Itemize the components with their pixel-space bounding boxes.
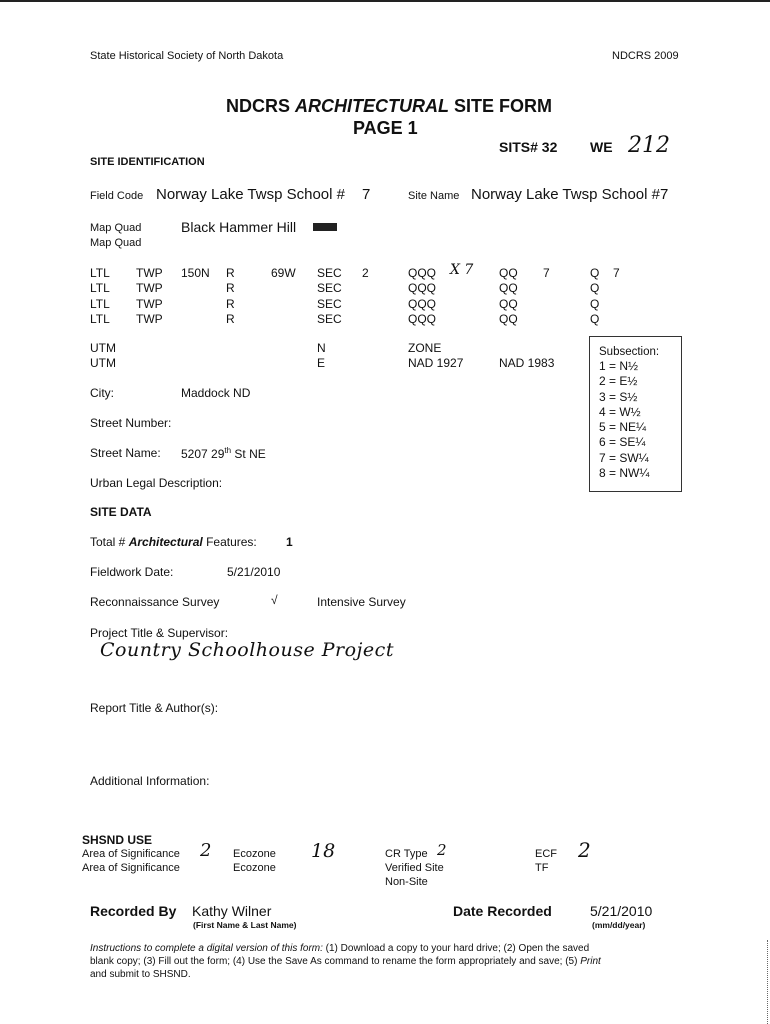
non-site-label: Non-Site	[385, 876, 428, 888]
ltl-row-1-ltl: LTL	[90, 266, 110, 280]
ltl-row-1-sec: SEC	[317, 266, 342, 280]
ltl-row-3-r: R	[226, 296, 235, 311]
verified-site-label: Verified Site	[385, 862, 444, 874]
scan-edge	[766, 940, 768, 1024]
section-shsnd-use: SHSND USE	[82, 833, 153, 847]
ltl-row-1-q: Q	[590, 266, 600, 280]
page-number: PAGE 1	[353, 118, 418, 138]
ecf-value: 2	[578, 838, 591, 862]
ltl-row-1-sec-val: 2	[362, 266, 369, 280]
instructions-line-2: blank copy; (3) Fill out the form; (4) Use the Save As command to rename the form appropriately and save; (5) Print	[90, 956, 601, 967]
ltl-row-2-r: R	[226, 281, 235, 296]
recorded-by-label: Recorded By	[90, 903, 177, 919]
date-recorded-label: Date Recorded	[453, 903, 552, 919]
utm-n-label: N	[317, 341, 326, 355]
ecozone-label-2: Ecozone	[233, 862, 276, 874]
tf-label: TF	[535, 862, 549, 874]
street-number-label: Street Number:	[90, 416, 172, 430]
field-code-number: 7	[362, 186, 371, 203]
ltl-row-2-qq: QQ	[499, 281, 518, 296]
reconnaissance-check: √	[271, 593, 278, 607]
ltl-row-2-q: Q	[590, 281, 600, 296]
utm-e-label: E	[317, 356, 326, 370]
field-code-label: Field Code	[90, 190, 144, 202]
section-site-data: SITE DATA	[90, 505, 152, 519]
ltl-row-4-qq: QQ	[499, 311, 518, 326]
recorded-by-hint: (First Name & Last Name)	[193, 920, 297, 930]
ltl-row-3-q: Q	[590, 296, 600, 311]
ltl-row-2-ltl: LTL	[90, 281, 110, 296]
ltl-row-3-qqq: QQQ	[408, 296, 437, 311]
street-name-label: Street Name:	[90, 446, 161, 460]
total-features-label: Total # Architectural Features:	[90, 535, 257, 549]
area-of-significance-label-2: Area of Significance	[82, 862, 180, 874]
ltl-row-3-qq: QQ	[499, 296, 518, 311]
instructions-line-1: Instructions to complete a digital version of this form: (1) Download a copy to your hard drive; (2) Open the saved	[90, 943, 590, 954]
ltl-row-4-q: Q	[590, 311, 600, 326]
ltl-row-3-twp: TWP	[136, 296, 163, 311]
we-value: 212	[628, 133, 670, 158]
subsection-item-3: 3 = S½	[599, 389, 638, 404]
nad1983-label: NAD 1983	[499, 356, 555, 370]
street-name-value: 5207 29th St NE	[181, 446, 266, 461]
city-label: City:	[90, 386, 114, 400]
subsection-list	[599, 359, 649, 481]
utm-label-1: UTM	[90, 341, 116, 355]
reconnaissance-survey-label: Reconnaissance Survey	[90, 595, 220, 609]
additional-info-label: Additional Information:	[90, 774, 210, 788]
city-value: Maddock ND	[181, 386, 251, 400]
form-code: NDCRS 2009	[612, 50, 679, 62]
ltl-row-1-qqq-val: X 7	[450, 262, 474, 278]
ltl-row-4-sec: SEC	[317, 311, 342, 326]
ltl-row-2-sec: SEC	[317, 281, 342, 296]
ltl-row-1-twp: TWP	[136, 266, 163, 280]
subsection-item-4: 4 = W½	[599, 404, 641, 419]
zone-label: ZONE	[408, 341, 442, 355]
site-name-label: Site Name	[408, 190, 460, 202]
subsection-item-7: 7 = SW¼	[599, 450, 649, 465]
map-quad-label-1: Map Quad	[90, 222, 142, 234]
ltl-row-1-qq-val: 7	[543, 266, 550, 280]
utm-label-2: UTM	[90, 356, 116, 370]
form-title: NDCRS ARCHITECTURAL SITE FORM	[226, 96, 552, 116]
date-recorded-value: 5/21/2010	[590, 903, 653, 919]
cr-type-label: CR Type	[385, 848, 428, 860]
map-quad-value: Black Hammer Hill	[181, 219, 297, 235]
ecozone-label-1: Ecozone	[233, 848, 276, 860]
instructions-line-3: and submit to SHSND.	[90, 969, 191, 980]
subsection-item-8: 8 = NW¼	[599, 466, 650, 481]
project-title-value: Country Schoolhouse Project	[100, 639, 394, 661]
ltl-row-3-ltl: LTL	[90, 296, 110, 311]
ltl-row-1-qq: QQ	[499, 266, 518, 280]
intensive-survey-label: Intensive Survey	[317, 595, 406, 609]
nad1927-label: NAD 1927	[408, 356, 464, 370]
recorded-by-value: Kathy Wilner	[192, 903, 272, 919]
area-of-significance-label-1: Area of Significance	[82, 848, 180, 860]
ltl-row-1-q-val: 7	[613, 266, 620, 280]
ltl-row-4-ltl: LTL	[90, 311, 110, 326]
fieldwork-date-label: Fieldwork Date:	[90, 565, 174, 579]
site-name-value: Norway Lake Twsp School #7	[471, 186, 669, 203]
sits-number: SITS# 32	[499, 139, 558, 155]
ltl-row-1-r: R	[226, 266, 235, 280]
report-title-label: Report Title & Author(s):	[90, 701, 219, 715]
total-features-value: 1	[286, 535, 293, 549]
subsection-title: Subsection:	[599, 346, 660, 358]
cr-type-value: 2	[437, 841, 447, 859]
redaction-mark	[313, 223, 337, 231]
top-border	[0, 0, 770, 2]
ltl-row-2-qqq: QQQ	[408, 281, 437, 296]
ltl-row-4-twp: TWP	[136, 311, 163, 326]
subsection-item-6: 6 = SE¼	[599, 435, 646, 450]
ltl-row-1-r-val: 69W	[271, 266, 296, 280]
org-name: State Historical Society of North Dakota	[90, 50, 284, 62]
urban-legal-label: Urban Legal Description:	[90, 476, 223, 490]
ecf-label: ECF	[535, 848, 557, 860]
ltl-row-2-twp: TWP	[136, 281, 163, 296]
project-title-label: Project Title & Supervisor:	[90, 626, 229, 640]
ltl-row-1-qqq: QQQ	[408, 266, 437, 280]
fieldwork-date-value: 5/21/2010	[227, 565, 281, 579]
subsection-item-1: 1 = N½	[599, 359, 639, 373]
ltl-row-3-sec: SEC	[317, 296, 342, 311]
ltl-row-4-r: R	[226, 311, 235, 326]
we-label: WE	[590, 139, 613, 155]
ltl-row-1-twp-val: 150N	[181, 266, 210, 280]
date-recorded-hint: (mm/dd/year)	[592, 920, 646, 930]
ltl-row-4-qqq: QQQ	[408, 311, 437, 326]
subsection-item-5: 5 = NE¼	[599, 420, 647, 435]
map-quad-label-2: Map Quad	[90, 237, 142, 249]
ecozone-value: 18	[311, 840, 336, 862]
field-code-value: Norway Lake Twsp School #	[156, 186, 345, 203]
subsection-item-2: 2 = E½	[599, 374, 638, 389]
section-site-identification: SITE IDENTIFICATION	[90, 156, 205, 168]
area-of-significance-value: 2	[200, 840, 212, 861]
subsection-legend	[589, 336, 682, 492]
